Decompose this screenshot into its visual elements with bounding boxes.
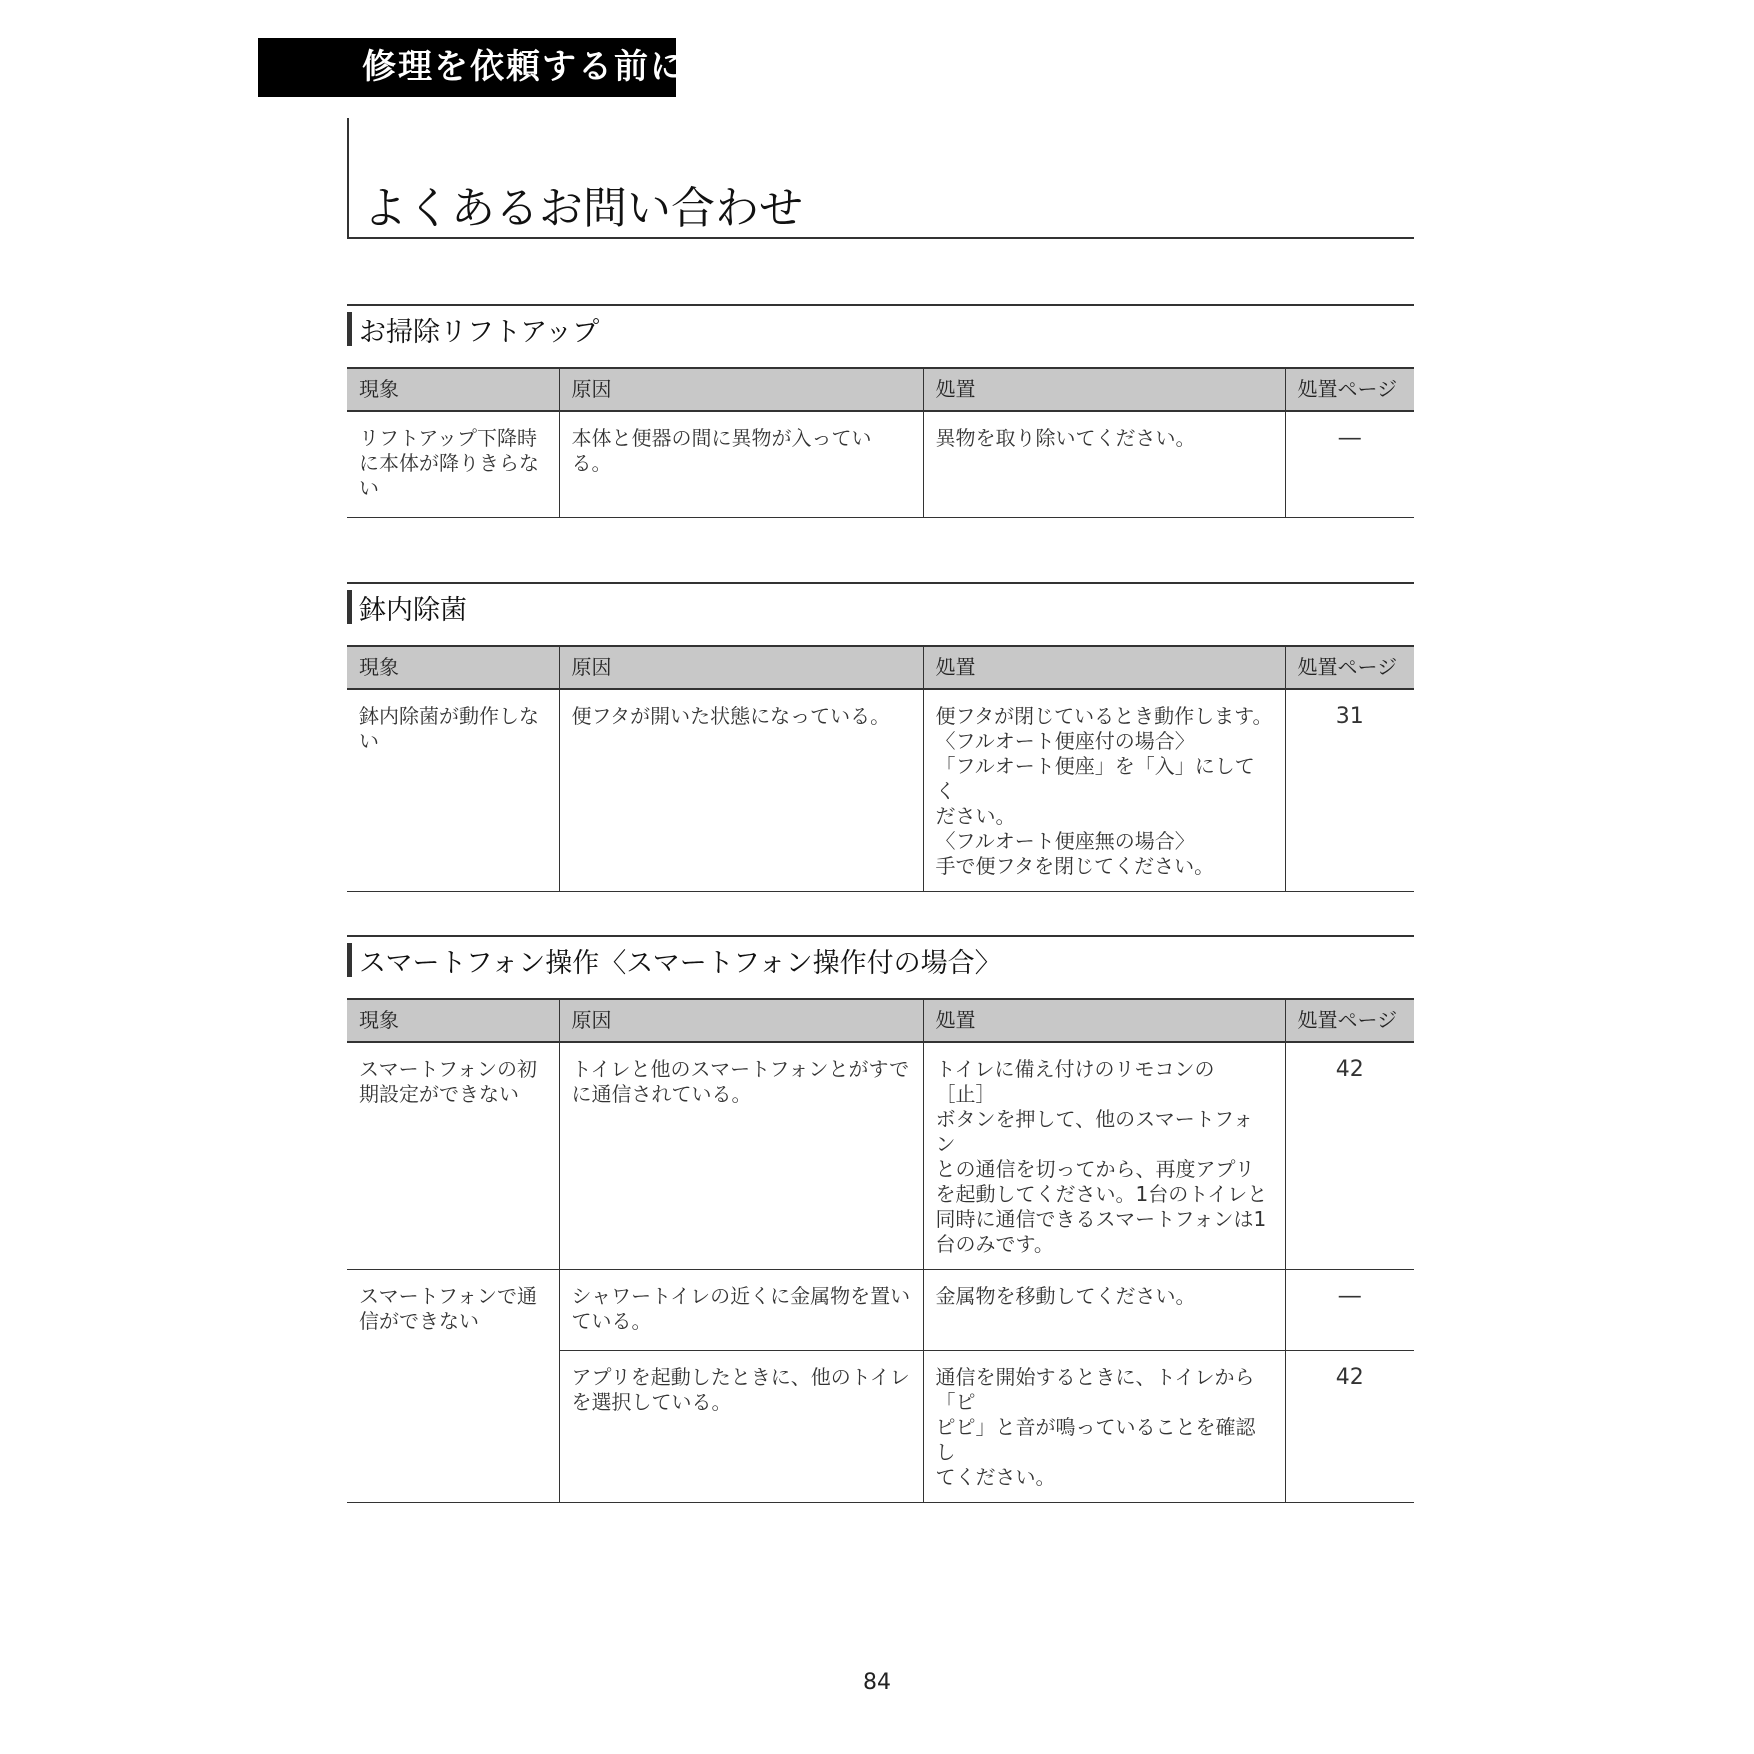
col-symptom: 現象 — [347, 646, 559, 689]
section-marker — [347, 943, 352, 977]
col-page: 処置ページ — [1285, 368, 1414, 411]
action-cell: 通信を開始するときに、トイレから「ピ ピピ」と音が鳴っていることを確認し てください。 — [923, 1351, 1285, 1503]
table-row — [347, 1042, 1414, 1270]
cause-cell: アプリを起動したときに、他のトイレ を選択している。 — [559, 1351, 923, 1503]
symptom-cell: リフトアップ下降時 に本体が降りきらな い — [347, 411, 559, 517]
section-marker — [347, 312, 352, 346]
section-title-text: お掃除リフトアップ — [359, 317, 600, 348]
col-action: 処置 — [923, 999, 1285, 1042]
action-cell: トイレに備え付けのリモコンの［止］ ボタンを押して、他のスマートフォン との通信を切ってから、再度アプリ を起動してください。1台のトイレと 同時に通信できるスマートフォンは1 台のみです。 — [923, 1042, 1285, 1270]
section-title-bowl-sterilization — [347, 582, 1414, 624]
page-cell: ― — [1285, 411, 1414, 517]
section-marker — [347, 590, 352, 624]
section-title-smartphone — [347, 935, 1414, 977]
table-row — [347, 1270, 1414, 1351]
page-title-box — [347, 118, 1414, 239]
section-title-text: スマートフォン操作〈スマートフォン操作付の場合〉 — [359, 948, 1002, 979]
page-cell: 31 — [1285, 689, 1414, 892]
page-cell: 42 — [1285, 1351, 1414, 1503]
chapter-header: 修理を依頼する前に — [258, 38, 676, 97]
col-cause: 原因 — [559, 999, 923, 1042]
col-cause: 原因 — [559, 646, 923, 689]
section-title-cleaning-liftup — [347, 304, 1414, 346]
cause-cell: トイレと他のスマートフォンとがすで に通信されている。 — [559, 1042, 923, 1270]
table-header-row — [347, 999, 1414, 1042]
table-row — [347, 411, 1414, 517]
col-action: 処置 — [923, 646, 1285, 689]
page-cell: 42 — [1285, 1042, 1414, 1270]
action-cell: 異物を取り除いてください。 — [923, 411, 1285, 517]
col-symptom: 現象 — [347, 999, 559, 1042]
table-header-row — [347, 368, 1414, 411]
faq-table-cleaning-liftup — [347, 367, 1414, 518]
table-row — [347, 689, 1414, 892]
page-title: よくあるお問い合わせ — [363, 183, 803, 234]
cause-cell: 本体と便器の間に異物が入っている。 — [559, 411, 923, 517]
table-header-row — [347, 646, 1414, 689]
symptom-cell: スマートフォンで通 信ができない — [347, 1270, 559, 1503]
symptom-cell: スマートフォンの初 期設定ができない — [347, 1042, 559, 1270]
page-number: 84 — [863, 1670, 891, 1695]
col-symptom: 現象 — [347, 368, 559, 411]
symptom-cell: 鉢内除菌が動作しな い — [347, 689, 559, 892]
faq-table-bowl-sterilization — [347, 645, 1414, 892]
col-page: 処置ページ — [1285, 646, 1414, 689]
cause-cell: シャワートイレの近くに金属物を置い ている。 — [559, 1270, 923, 1351]
cause-cell: 便フタが開いた状態になっている。 — [559, 689, 923, 892]
faq-table-smartphone — [347, 998, 1414, 1503]
col-cause: 原因 — [559, 368, 923, 411]
action-cell: 便フタが閉じているとき動作します。 〈フルオート便座付の場合〉 「フルオート便座」を「入」にしてく ださい。 〈フルオート便座無の場合〉 手で便フタを閉じてください。 — [923, 689, 1285, 892]
section-title-text: 鉢内除菌 — [359, 595, 467, 626]
page-cell: ― — [1285, 1270, 1414, 1351]
action-cell: 金属物を移動してください。 — [923, 1270, 1285, 1351]
col-page: 処置ページ — [1285, 999, 1414, 1042]
col-action: 処置 — [923, 368, 1285, 411]
